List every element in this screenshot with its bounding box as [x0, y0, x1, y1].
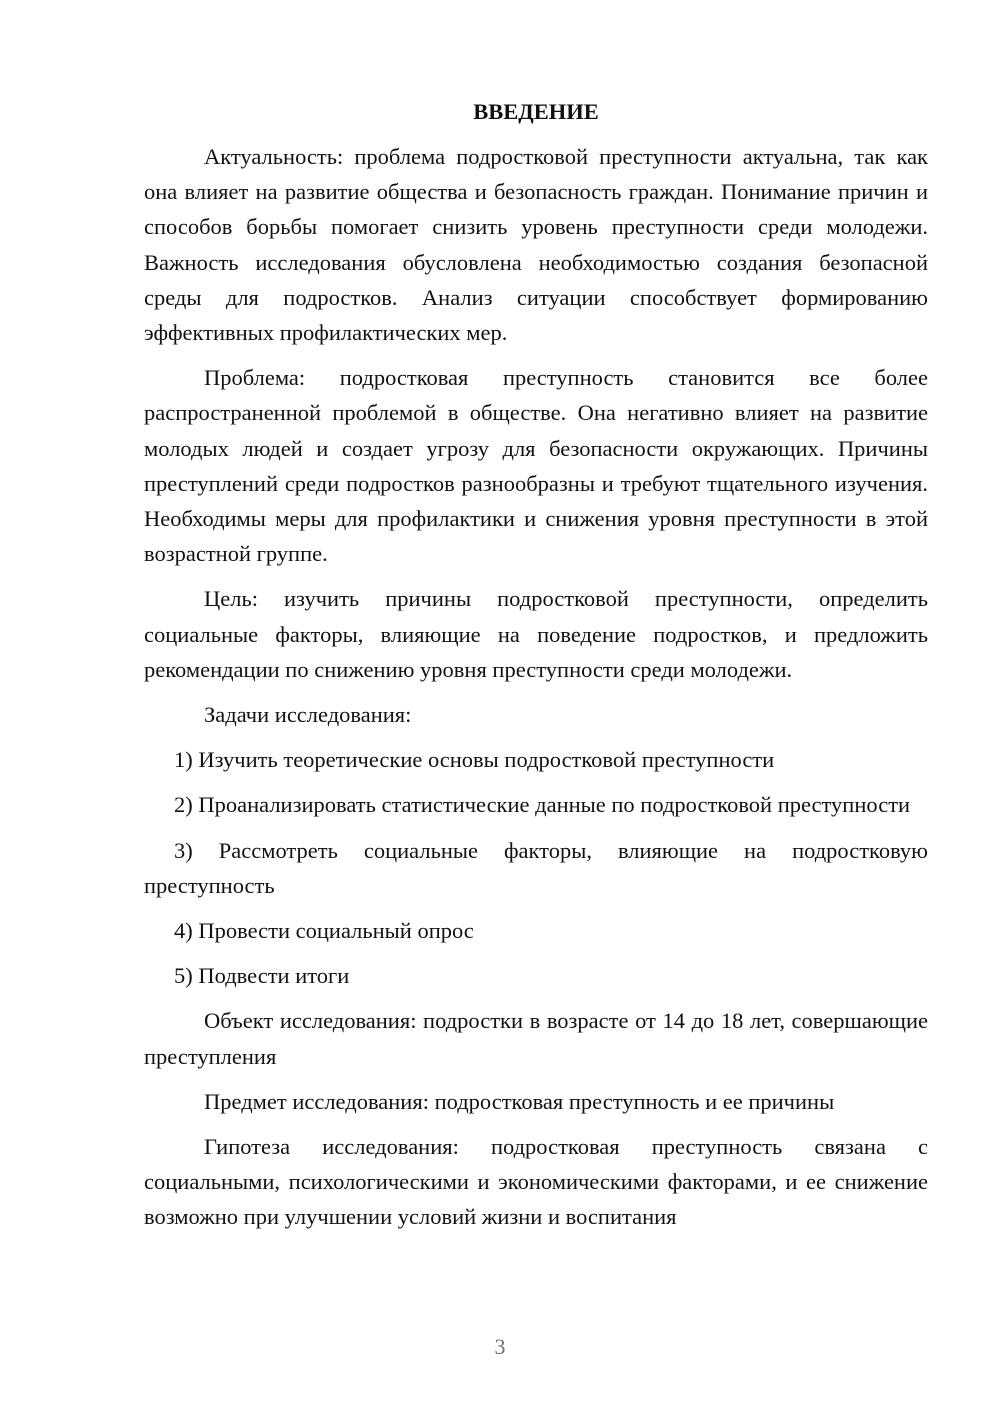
paragraph-tasks-heading: Задачи исследования: [204, 702, 412, 728]
page-number: 3 [494, 1334, 506, 1359]
paragraph-hypothesis: Гипотеза исследования: подростковая преступность связана с социальными, психологическими и экономическими факторами, и ее снижение возможно при улучшении условий жизни и воспитания [144, 1134, 928, 1230]
paragraph-goal: Цель: изучить причины подростковой преступности, определить социальные факторы, влияющие на поведение подростков, и предложить рекомендации по снижению уровня преступности среди молодежи. [144, 586, 928, 682]
page-content [144, 94, 928, 1245]
paragraph-relevance: Актуальность: проблема подростковой преступности актуальна, так как она влияет на развитие общества и безопасность граждан. Понимание причин и способов борьбы помогает снизить уровень преступности среди молодежи. Важность исследования обусловлена необходимостью создания безопасной среды для подростков. Анализ ситуации способствует формированию эффективных профилактических мер. [144, 144, 928, 346]
task-item-1: 1) Изучить теоретические основы подростковой преступности [174, 747, 775, 773]
task-item-4: 4) Провести социальный опрос [174, 918, 474, 944]
page-title: ВВЕДЕНИЕ [473, 99, 599, 124]
paragraph-object: Объект исследования: подростки в возрасте от 14 до 18 лет, совершающие преступления [144, 1008, 928, 1069]
task-item-5: 5) Подвести итоги [174, 963, 350, 989]
paragraph-problem: Проблема: подростковая преступность становится все более распространенной проблемой в обществе. Она негативно влияет на развитие молодых людей и создает угрозу для безопасности окружающих. Причины преступлений среди подростков разнообразны и требуют тщательного изучения. Необходимы меры для профилактики и снижения уровня преступности в этой возрастной группе. [144, 365, 928, 567]
task-item-2: 2) Проанализировать статистические данные по подростковой преступности [174, 792, 911, 818]
task-item-3: 3) Рассмотреть социальные факторы, влияющие на подростковую преступность [144, 837, 928, 898]
paragraph-subject: Предмет исследования: подростковая преступность и ее причины [204, 1088, 835, 1114]
